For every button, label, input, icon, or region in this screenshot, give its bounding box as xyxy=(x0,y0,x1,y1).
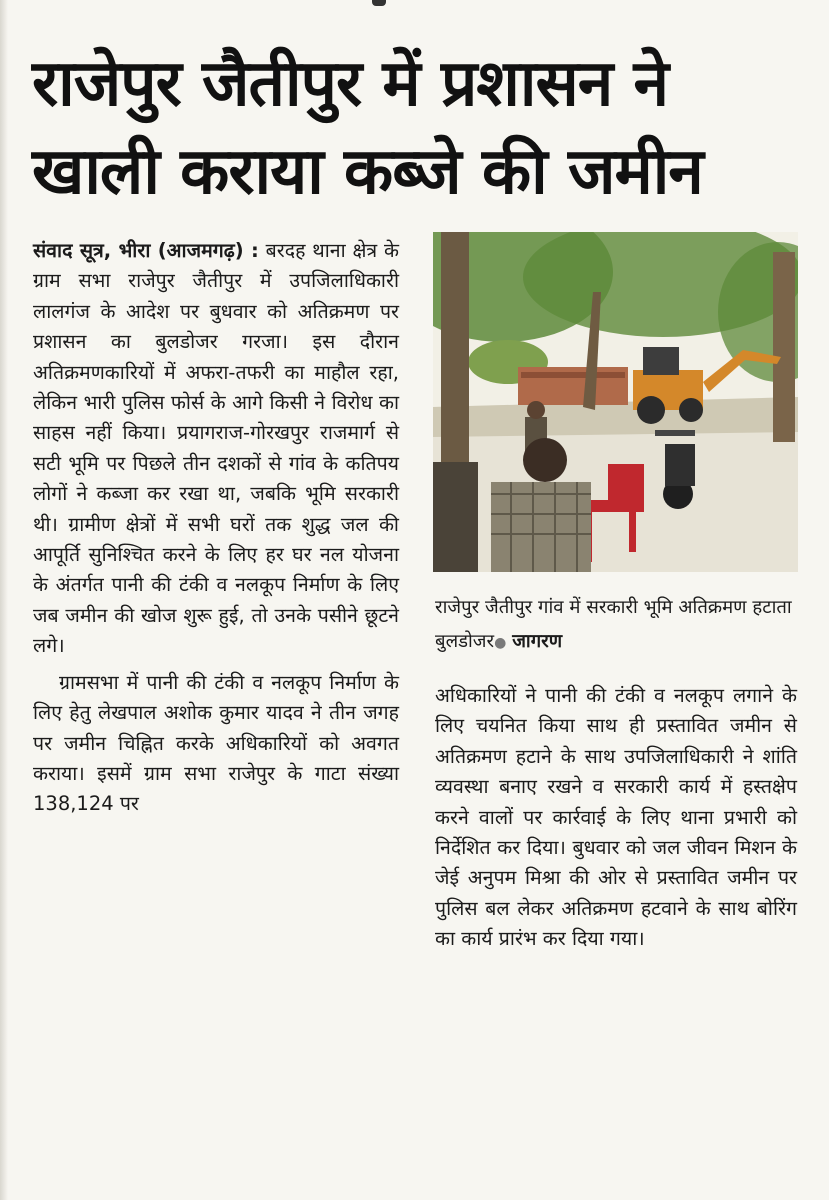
page-fold-shadow xyxy=(0,0,8,1200)
article-paragraph-1 xyxy=(33,236,399,662)
bulldozer-photo-illustration xyxy=(433,232,798,572)
news-photo xyxy=(433,232,798,572)
chair-seat xyxy=(583,500,641,512)
caption-bullet-icon: ● xyxy=(494,635,507,651)
bulldozer-wheel-rear xyxy=(679,398,703,422)
tree-trunk-left xyxy=(441,232,469,492)
article-column-right xyxy=(435,681,797,955)
article-paragraph-2: ग्रामसभा में पानी की टंकी व नलकूप निर्माण के लिए हेतु लेखपाल अशोक कुमार यादव ने तीन जगह पर जमीन चिह्नित करके अधिकारियों को अवगत कराया। इसमें ग्राम सभा राजेपुर के गाटा संख्या 138,124 पर xyxy=(33,670,399,816)
paragraph-1-text: बरदह थाना क्षेत्र के ग्राम सभा राजेपुर जैतीपुर में उपजिलाधिकारी लालगंज के आदेश पर बुधवार को अतिक्रमण पर प्रशासन का बुलडोजर गरजा। इस दौरान अतिक्रमणकारियों में अफरा-तफरी का माहौल रहा, लेकिन भारी पुलिस फोर्स के आगे किसी ने विरोध का साहस नहीं किया। प्रयागराज-गोरखपुर राजमार्ग से सटी भूमि पर पिछले तीन दशकों से गांव के कतिपय लोगों ने कब्जा कर रखा था, जबकि भूमि सरकारी थी। ग्रामीण क्षेत्रों में सभी घरों तक शुद्ध जल की आपूर्ति सुनिश्चित करने के लिए हर घर नल योजना के अंतर्गत पानी की टंकी व नलकूप निर्माण के लिए जब जमीन की खोज शुरू हुई, तो उनके पसीने छूटने लगे। xyxy=(33,239,399,658)
top-edge-mark xyxy=(372,0,386,6)
photo-caption xyxy=(435,591,805,660)
seated-man-head xyxy=(523,438,567,482)
standing-person-head xyxy=(527,401,545,419)
dateline: संवाद सूत्र, भीरा (आजमगढ़) : xyxy=(33,239,259,262)
article-column-left xyxy=(33,236,399,820)
photo-credit: जागरण xyxy=(512,631,563,652)
motorcycle-body xyxy=(665,444,695,486)
bulldozer-wheel-front xyxy=(637,396,665,424)
motorcycle-handlebar xyxy=(655,430,695,436)
bulldozer-cab xyxy=(643,347,679,375)
article-paragraph-3: अधिकारियों ने पानी की टंकी व नलकूप लगाने के लिए चयनित किया साथ ही प्रस्तावित जमीन से अतिक्रमण हटाने के साथ उपजिलाधिकारी ने शांति व्यवस्था बनाए रखने व सरकारी कार्य में हस्तक्षेप करने वालों पर कार्रवाई के लिए थाना प्रभारी को निर्देशित कर दिया। बुधवार को जल जीवन मिशन के जेई अनुपम मिश्रा की ओर से प्रस्तावित जमीन पर पुलिस बल लेकर अतिक्रमण हटवाने के साथ बोरिंग का कार्य प्रारंभ कर दिया गया। xyxy=(435,684,797,951)
foreground-figure xyxy=(433,462,478,572)
headline-line-2: खाली कराया कब्जे की जमीन xyxy=(32,135,703,209)
headline-line-1: राजेपुर जैतीपुर में प्रशासन ने xyxy=(32,47,669,121)
next-article-cut-edge xyxy=(60,1186,360,1200)
headline xyxy=(32,40,812,216)
caption-text: राजेपुर जैतीपुर गांव में सरकारी भूमि अतिक्रमण हटाता बुलडोजर xyxy=(435,597,792,652)
wall-shade xyxy=(521,372,625,378)
chair-leg-2 xyxy=(629,512,636,552)
tree-trunk-right xyxy=(773,252,795,442)
